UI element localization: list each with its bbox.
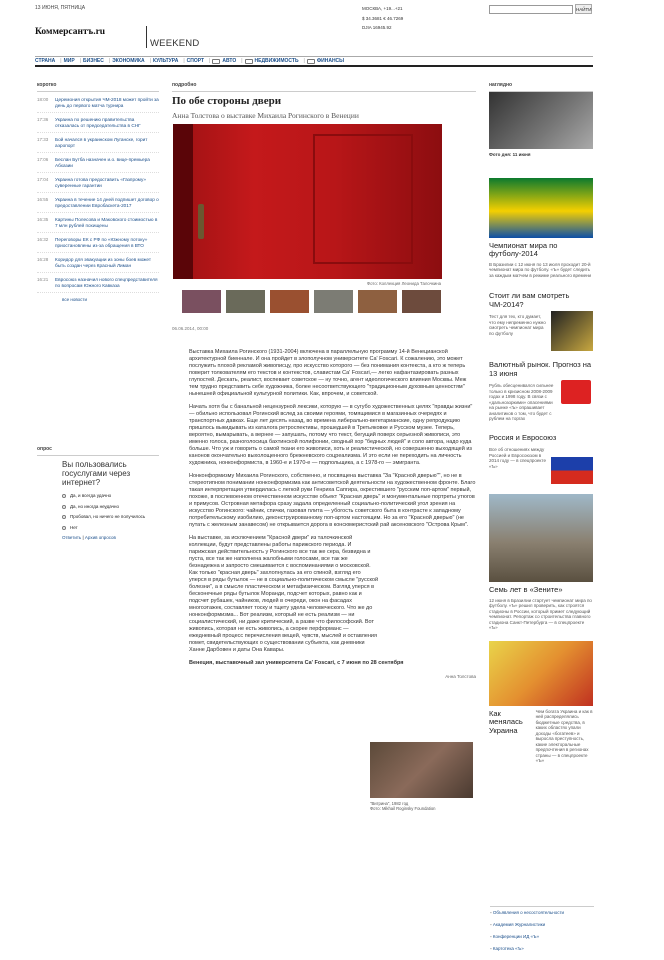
- header-date: 13 ИЮНЯ, ПЯТНИЦА: [35, 5, 86, 11]
- poll-widget: опрос Вы пользовались госуслугами через интернет? Да, и всегда удачно Да, но иногда неудачно Пробовал, но ничего не получилось Нет Ответить | Архив опросов: [37, 446, 159, 541]
- thumbnail[interactable]: [182, 290, 221, 313]
- nav-item-culture[interactable]: КУЛЬТУРА: [152, 57, 179, 64]
- list-item[interactable]: 16:55 Украина в течение 14 дней подпишет договор о предоставлении Евробаскета-2017: [37, 197, 159, 213]
- nav-item-auto[interactable]: АВТО: [222, 57, 237, 64]
- link-academy[interactable]: ▪ Академия Журналистики: [490, 919, 594, 931]
- promo-card[interactable]: Фото дня: 11 июня: [489, 92, 593, 158]
- poll-option[interactable]: Пробовал, но ничего не получилось: [62, 514, 159, 520]
- article-photo[interactable]: [173, 124, 442, 279]
- poll-option[interactable]: Нет: [62, 525, 159, 531]
- house-icon: [245, 59, 253, 64]
- finance-icon: [307, 59, 315, 64]
- thumbnail[interactable]: [270, 290, 309, 313]
- photo-thumbnails: [182, 290, 476, 313]
- thumbnail[interactable]: [402, 290, 441, 313]
- article-subtitle: Анна Толстова о выставке Михаила Рогинского в Венеции: [172, 110, 359, 120]
- radio-icon[interactable]: [62, 494, 66, 498]
- nav-item-realty[interactable]: НЕДВИЖИМОСТЬ: [254, 57, 299, 64]
- poll-archive-link[interactable]: Архив опросов: [84, 535, 116, 541]
- link-bankruptcy[interactable]: ▪ Объявления о несостоятельности: [490, 907, 594, 919]
- list-item[interactable]: 17:33 Бой начался в украинском Луганске, горит аэропорт: [37, 137, 159, 153]
- promo-card[interactable]: Стоит ли вам смотреть ЧМ-2014? Тест для тех, кто думает, что ему непременно нужно смотреть чемпионат мира по футболу: [489, 292, 593, 351]
- promo-card[interactable]: Чемпионат мира по футболу-2014 В Бразилии с 12 июня по 13 июля проходит 20-й чемпионат мира по футболу. «Ъ» будет следить за каждым матчем в режиме реального времени: [489, 178, 593, 279]
- news-list: [37, 97, 159, 303]
- djia-index: DJIA 16945.92: [362, 25, 392, 30]
- radio-icon[interactable]: [62, 526, 66, 530]
- footer-links: [490, 906, 594, 955]
- nav-item-finance[interactable]: ФИНАНСЫ: [316, 57, 345, 64]
- list-item[interactable]: 16:35 Картины Полесова и Маковского стоимостью в 7 млн рублей похищены: [37, 217, 159, 233]
- nav-item-economy[interactable]: ЭКОНОМИКА: [112, 57, 145, 64]
- nav-item-world[interactable]: МИР: [63, 57, 75, 64]
- right-column: [489, 78, 593, 764]
- list-item[interactable]: 16:21 Евросоюз назначил нового спецпредставителя по вопросам Южного Кавказа: [37, 277, 159, 293]
- section-poll: опрос: [37, 446, 159, 456]
- main-nav: СТРАНА | МИР | БИЗНЕС | ЭКОНОМИКА | КУЛЬТУРА | СПОРТ | АВТО | НЕДВИЖИМОСТЬ | ФИНАНСЫ: [35, 56, 593, 67]
- nav-item-business[interactable]: БИЗНЕС: [83, 57, 104, 64]
- section-short: коротко: [37, 82, 159, 92]
- poll-question: Вы пользовались госуслугами через интернет?: [62, 460, 131, 488]
- inset-caption: "Витрина", 1982 год Фото: Mikhail Roginsky Foundation: [370, 801, 436, 811]
- search-button[interactable]: НАЙТИ: [575, 4, 592, 14]
- article-body: Выставка Михаила Рогинского (1931-2004) включена в параллельную программу 14-й Венецианской архитектурной биеннале. И она пройдет в злополучном университете Ca' Foscari. К сожалению, это может послужить плохой рекламой живописцу, про искусство которого — без понимания контекста, а кто ж теперь поверит толкователям его текстов и контекстов, славистам Ca' Foscari,— легко нафантазировать разных глупостей. Дескать, реалист, воспевает советское — ну точно, агент идеологического влияния Москвы. Меж тем трудно представить себе художника, более несоответствующего "традиционным духовным ценностям" нынешней официальной культурной политики. Как, впрочем, и советской. Начать хотя бы с банальной нецензурной лексики, которую — в сугубо художественных целях "правды жизни" — обильно использовал Рогинский вслед за своими героями, томящимися в магазинных очередях и транспортных давках. Еще лет десять назад, во времена либерально-вегетарианские, одну репродукцию пришлось выкидывать из каталога ретроспективы, прошедшей в Третьяковке и Русском музее. Теперь, вероятно, вымарывать, а вернее — запушать, потому что текст, бегущий поверх серьезной живописи, это именно голоса, разноголосица бахтинской полифонии, сводный хор "бедных людей" и соло автора, надо куда больше. Что уж и говорить о самой ткани его живописи, хоть и реалистической, но совершенно выходящей из канонов окончательно выхолощенного брежневского соцреализма. И это если не переходить на личность художника, нонконформиста, в 1960-е и 1970-е — подпольщика, а с 1978-го — эмигранта. Нонконформизму Михаила Рогинского, собственно, и посвящена выставка "За "Красной дверью"", но не в стереотипном понимании нонконформизма как антисоветской деятельности на художественном фронте. Благо такая интерпретация утвердилась с легкой руки Генриха Сапгира, окрестившего "русским поп-артом" первый, похоже, в послевоенном отечественном искусстве объект "Красная дверь" и монументальные портреты утюгов и примусов. Островная метафора сразу задала определенный социально-политический угол зрения на искусство Рогинского: чайник, спички, газовая плита — убогость советского быта в контрасте к западному потребительскому изобилию, деконструированному поп-артом настоящим. Но за его "Красной дверью" (не путать с железным занавесом) не открывается дорога в консюмеристский рай аксеновского "Острова Крым". На выставке, за исключением "Красной двери" из талочкинской коллекции, будут представлены работы парижского периода. И парижская действительность у Рогинского все так же сера, безвидна и пуста, все так же наполнена жалобными голосами, все так же безнадежна и запросто смешивается с воспоминаниями о московской. Как только "красная дверь" захлопнулась за его спиной, взгляд его уперся в ряды бутылок — не в социально-политическом смысле "русской болезни", а в смысле пластическом и метафизическом. Взгляд уперся в бесконечные ряды бутылок Моранди, подсчет которых, равно как и подсчет рубашек, чайников, людей в очереди, окон на фасадах многоэтажек, составляет тоску и тщету удела человеческого. Что же до нонконформизма... Вот реализм, который не есть реализм — ни социалистический, ни даже критический, а разве что философский. Вот живопись, которая не есть живопись, а скорее перформанс — ежедневный процесс перечисления вещей, чувств, мыслей и оставления помет, свидетельствующих о существовании субъекта, как дневники Ханне Дарбовен и даты Она Кавары. Венеция, выставочный зал университета Ca' Foscari, с 7 июня по 28 сентября Анна Толстова: [189, 349, 476, 680]
- list-item[interactable]: 17:04 Украина готова предоставить «Газпрому» суверенные гарантии: [37, 177, 159, 193]
- market-widget: [362, 4, 403, 33]
- article-title: По обе стороны двери: [172, 95, 282, 107]
- thumbnail[interactable]: [358, 290, 397, 313]
- venue-info: Венеция, выставочный зал университета Ca' Foscari, с 7 июня по 28 сентября: [189, 660, 404, 667]
- promo-card[interactable]: Как менялась Украина Чем богата Украина и как в ней распределялись бюджетные средства, в каких областях упали доходы «богатеев» и выросла преступность, какие электоральные предпочтения в регионах страны — в спецпроекте «Ъ»: [489, 641, 593, 764]
- list-item[interactable]: 16:32 Переговоры ЕК с РФ по «Южному потоку» приостановлены из-за обращения в ВТО: [37, 237, 159, 253]
- article-author: Анна Толстова: [445, 674, 476, 680]
- inset-photo[interactable]: [370, 742, 473, 811]
- list-item[interactable]: 17:06 Беслан Бутба назначен и.о. вице-премьера Абхазии: [37, 157, 159, 173]
- radio-icon[interactable]: [62, 515, 66, 519]
- poll-option[interactable]: Да, и всегда удачно: [62, 493, 159, 499]
- list-item[interactable]: 16:28 Коридор для эвакуации из зоны боев может быть создан через Красный Лиман: [37, 257, 159, 273]
- thumbnail[interactable]: [226, 290, 265, 313]
- section-name[interactable]: WEEKEND: [150, 38, 200, 49]
- promo-card[interactable]: Валютный рынок. Прогноз на 13 июня Рубль обесценивался сильнее только в кризисном 2008-2009 годах и 1998 году. В связи с «дальнозоркими» опасениями на рынке «Ъ» опрашивает аналитиков о том, что будет с рублем на торгах: [489, 360, 592, 421]
- article: [172, 80, 476, 686]
- list-item[interactable]: 17:36 Украина по решению правительства отказалась от председательства в СНГ: [37, 117, 159, 133]
- poll-option[interactable]: Да, но иногда неудачно: [62, 504, 159, 510]
- currency-rates: $ 34.3681 € 46.7269: [362, 15, 404, 21]
- section-visual: наглядно: [489, 82, 593, 92]
- link-kartoteka[interactable]: ▪ Картотека «Ъ»: [490, 943, 594, 955]
- list-item[interactable]: 18:00 Церемония открытия ЧМ-2018 может пройти за день до первого матча турнира: [37, 97, 159, 113]
- promo-card[interactable]: Семь лет в «Зените» 12 июня в Бразилии стартует чемпионат мира по футболу. «Ъ» решил проверить, как строятся стадионы в России, который примет следующий чемпионат. Репортаж со строительства главного стадиона Санкт-Петербурга — в спецпроекте «Ъ»: [489, 494, 593, 631]
- article-date: 06.06.2014, 00:00: [172, 326, 209, 332]
- nav-item-sport[interactable]: СПОРТ: [186, 57, 205, 64]
- link-conferences[interactable]: ▪ Конференции ИД «Ъ»: [490, 931, 594, 943]
- all-news-link[interactable]: все новости: [62, 297, 87, 302]
- site-logo[interactable]: Коммерсантъ.ru: [35, 27, 106, 37]
- vote-link[interactable]: Ответить: [62, 535, 82, 541]
- radio-icon[interactable]: [62, 505, 66, 509]
- door-handle: [198, 204, 204, 239]
- promo-card[interactable]: Россия и Евросоюз Все об отношениях между Россией и Евросоюзом в 2014 году — в спецпроекте «Ъ»: [489, 434, 593, 485]
- nav-item-country[interactable]: СТРАНА: [35, 57, 56, 64]
- weather: МОСКВА, +19...+21: [362, 6, 403, 11]
- section-detail: подробно: [172, 82, 476, 92]
- thumbnail[interactable]: [314, 290, 353, 313]
- logo-divider: [146, 26, 147, 48]
- car-icon: [212, 59, 220, 64]
- photo-caption: Фото: Коллекция Леонида Талочкина: [366, 281, 441, 287]
- search-input[interactable]: [489, 5, 573, 14]
